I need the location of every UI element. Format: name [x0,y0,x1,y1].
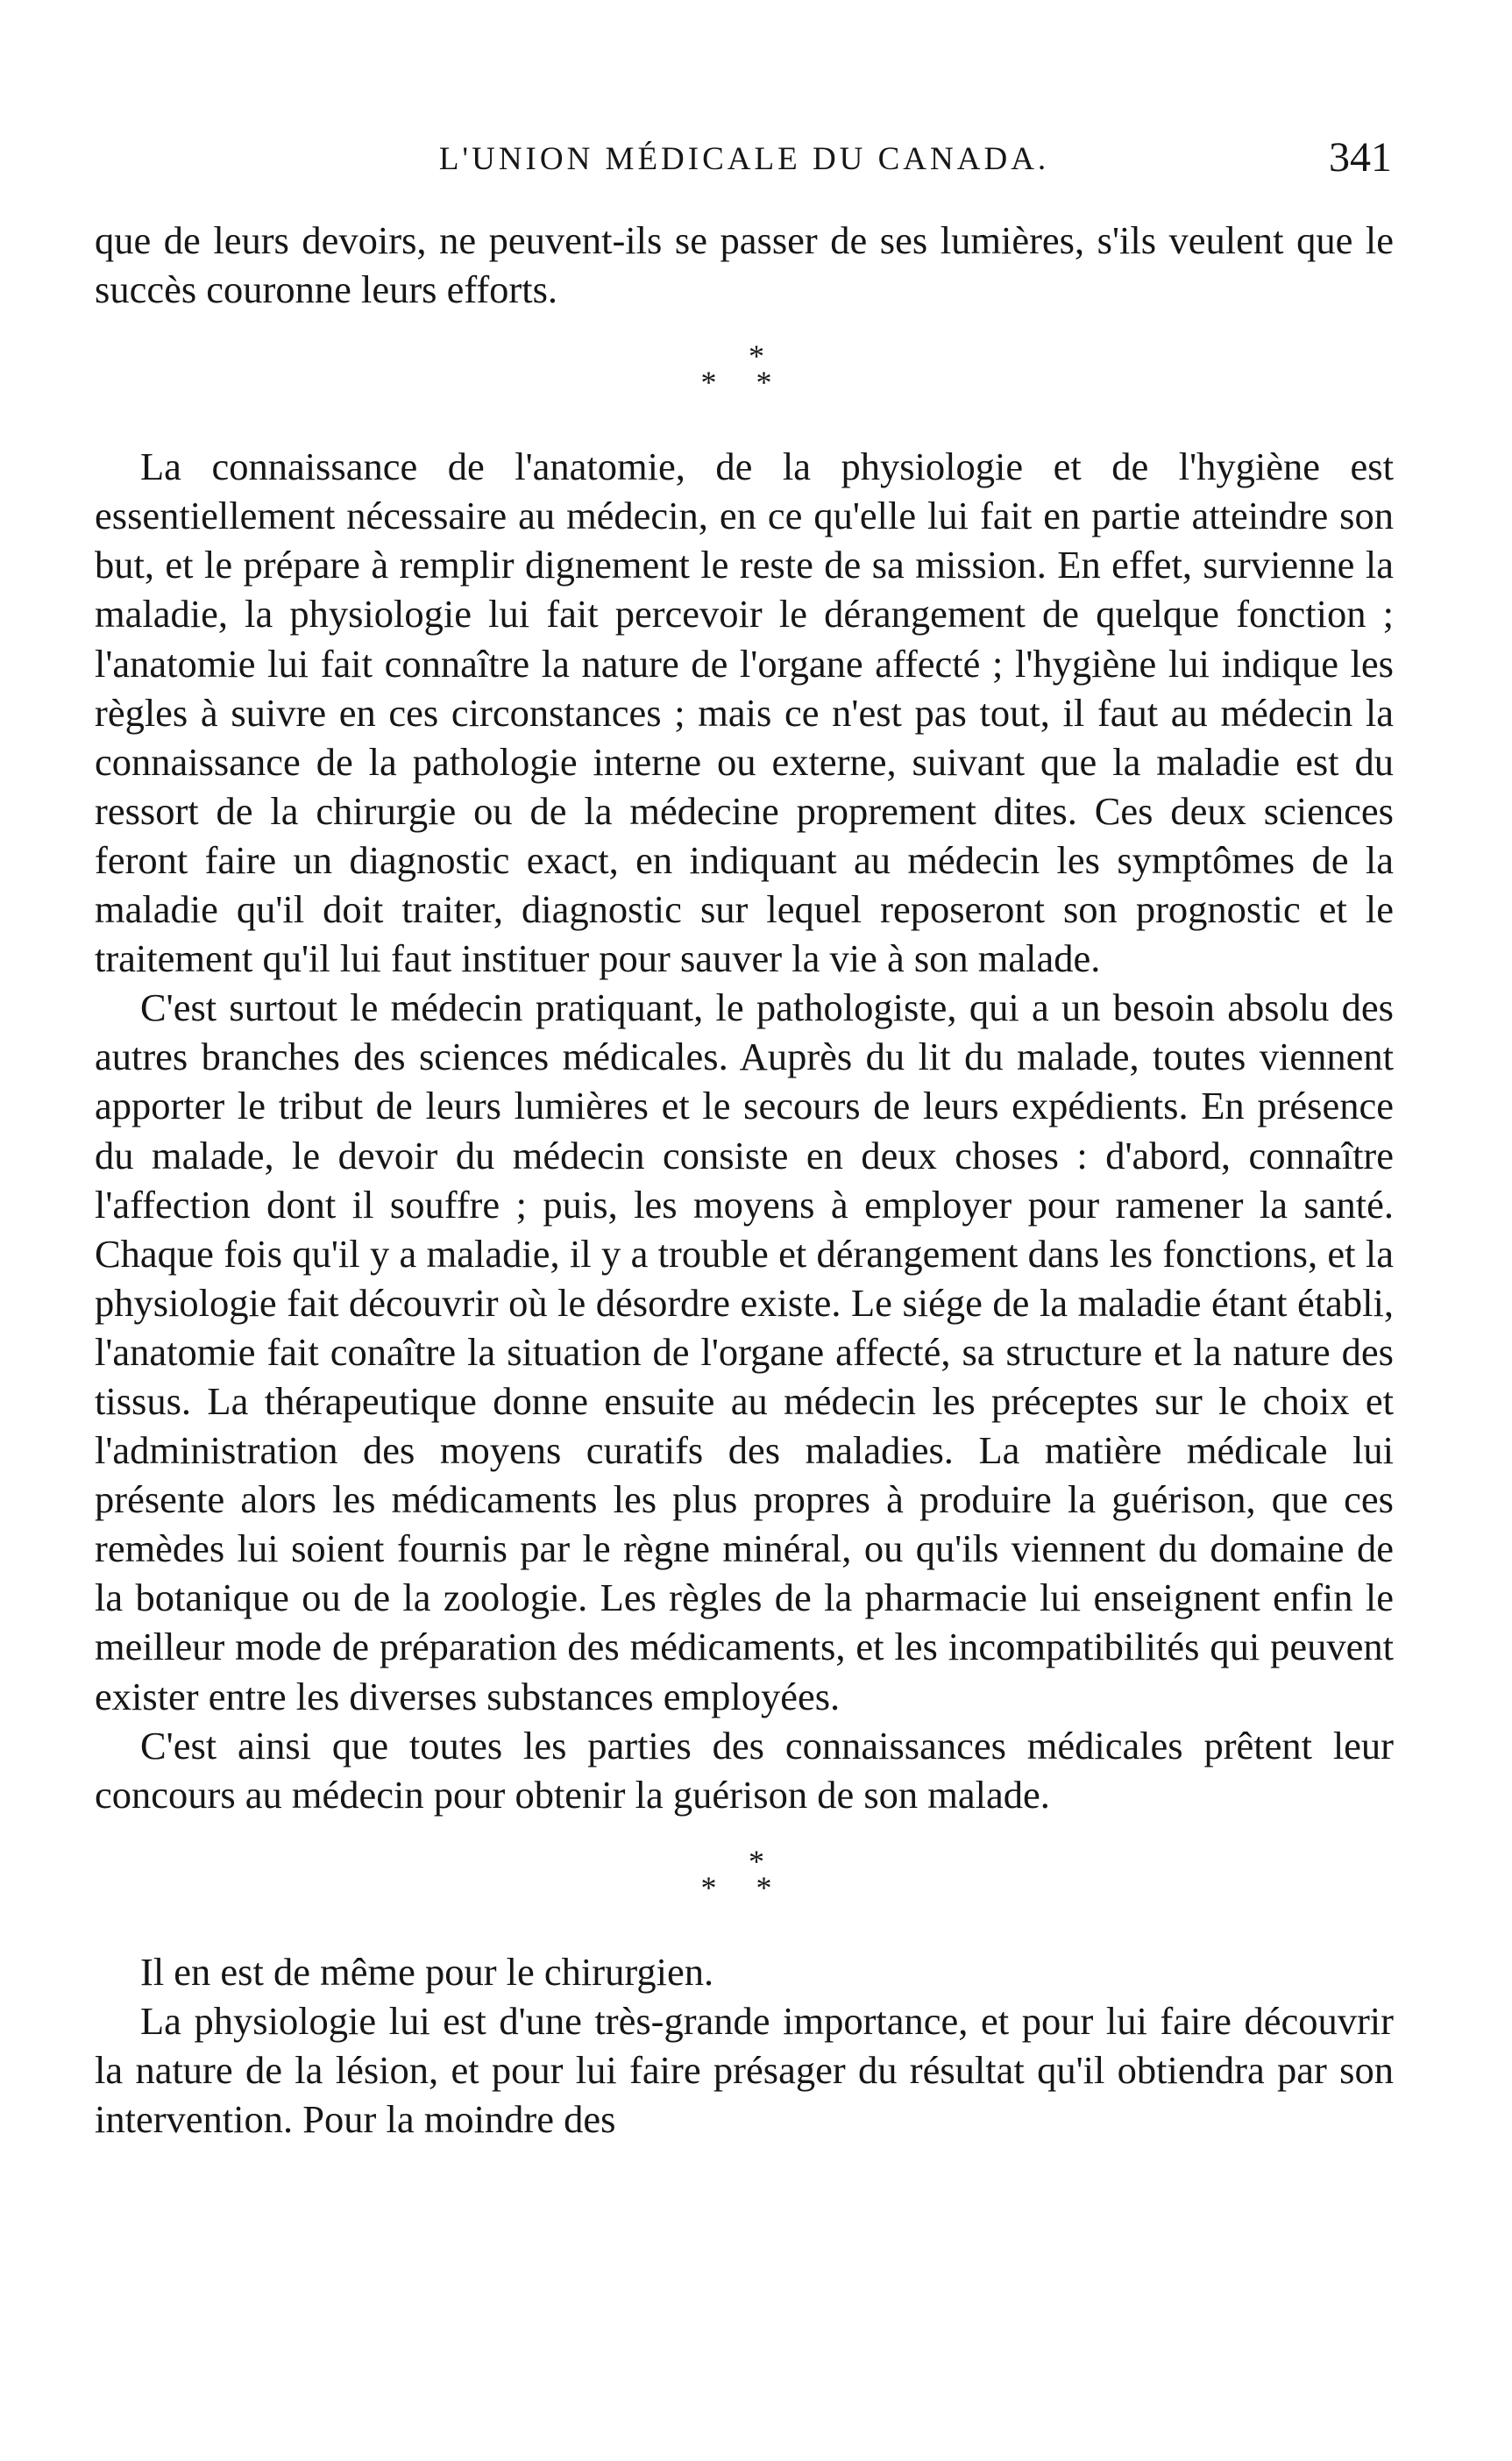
asterism-top: * [749,338,764,374]
asterism-divider [95,340,1394,403]
body-text [95,216,1394,2144]
paragraph-anatomy: La connaissance de l'anatomie, de la physiologie et de l'hygiène est essentiellement nécessaire au médecin, en ce qu'elle lui fait en partie atteindre son but, et le prépare à remplir dignement le reste de sa mission. En effet, survienne la maladie, la physiologie lui fait percevoir le dérangement de quelque fonction ; l'anatomie lui fait connaître la nature de l'organe affecté ; l'hygiène lui indique les règles à suivre en ces circonstances ; mais ce n'est pas tout, il faut au médecin la connaissance de la pathologie interne ou externe, suivant que la maladie est du ressort de la chirurgie ou de la médecine proprement dites. Ces deux sciences feront faire un diagnostic exact, en indiquant au médecin les symptômes de la maladie qu'il doit traiter, diagnostic sur lequel reposeront son prognostic et le traitement qu'il lui faut instituer pour sauver la vie à son malade. [95,445,1394,981]
asterism-bottom: * * [700,365,788,401]
page-number: 341 [1329,134,1392,181]
asterism-divider [95,1843,1394,1909]
asterism-bottom: * * [700,1869,788,1905]
asterism-top: * [749,1843,764,1879]
paragraph-conclusion: C'est ainsi que toutes les parties des connaissances médicales prêtent leur concours au médecin pour obtenir la guérison de son malade. [95,1723,1394,1817]
paragraph-surgeon: Il en est de même pour le chirurgien. [140,1949,714,1994]
page-header [95,134,1394,193]
document-page [95,134,1394,2144]
running-head: L'UNION MÉDICALE DU CANADA. [438,141,1050,177]
paragraph-continuation: que de leurs devoirs, ne peuvent-ils se passer de ses lumières, s'ils veulent que le succès couronne leurs efforts. [95,218,1394,312]
paragraph-pathologist: C'est surtout le médecin pratiquant, le pathologiste, qui a un besoin absolu des autres branches des sciences médicales. Auprès du lit du malade, toutes viennent apporter le tribut de leurs lumières et le secours de leurs expédients. En présence du malade, le devoir du médecin consiste en deux choses : d'abord, connaître l'affection dont il souffre ; puis, les moyens à employer pour ramener la santé. Chaque fois qu'il y a maladie, il y a trouble et dérangement dans les fonctions, et la physiologie fait découvrir où le désordre existe. Le siége de la maladie étant établi, l'anatomie fait conaître la situation de l'organe affecté, sa structure et la nature des tissus. La thérapeutique donne ensuite au médecin les préceptes sur le choix et l'administration des moyens curatifs des maladies. La matière médicale lui présente alors les médicaments les plus propres à produire la guérison, que ces remèdes lui soient fournis par le règne minéral, ou qu'ils viennent du domaine de la botanique ou de la zoologie. Les règles de la pharmacie lui enseignent enfin le meilleur mode de préparation des médicaments, et les incompatibilités qui peuvent exister entre les diverses substances employées. [95,985,1394,1718]
paragraph-physiology: La physiologie lui est d'une très-grande importance, et pour lui faire découvrir la nature de la lésion, et pour lui faire présager du résultat qu'il obtiendra par son intervention. Pour la moindre des [95,1998,1394,2142]
